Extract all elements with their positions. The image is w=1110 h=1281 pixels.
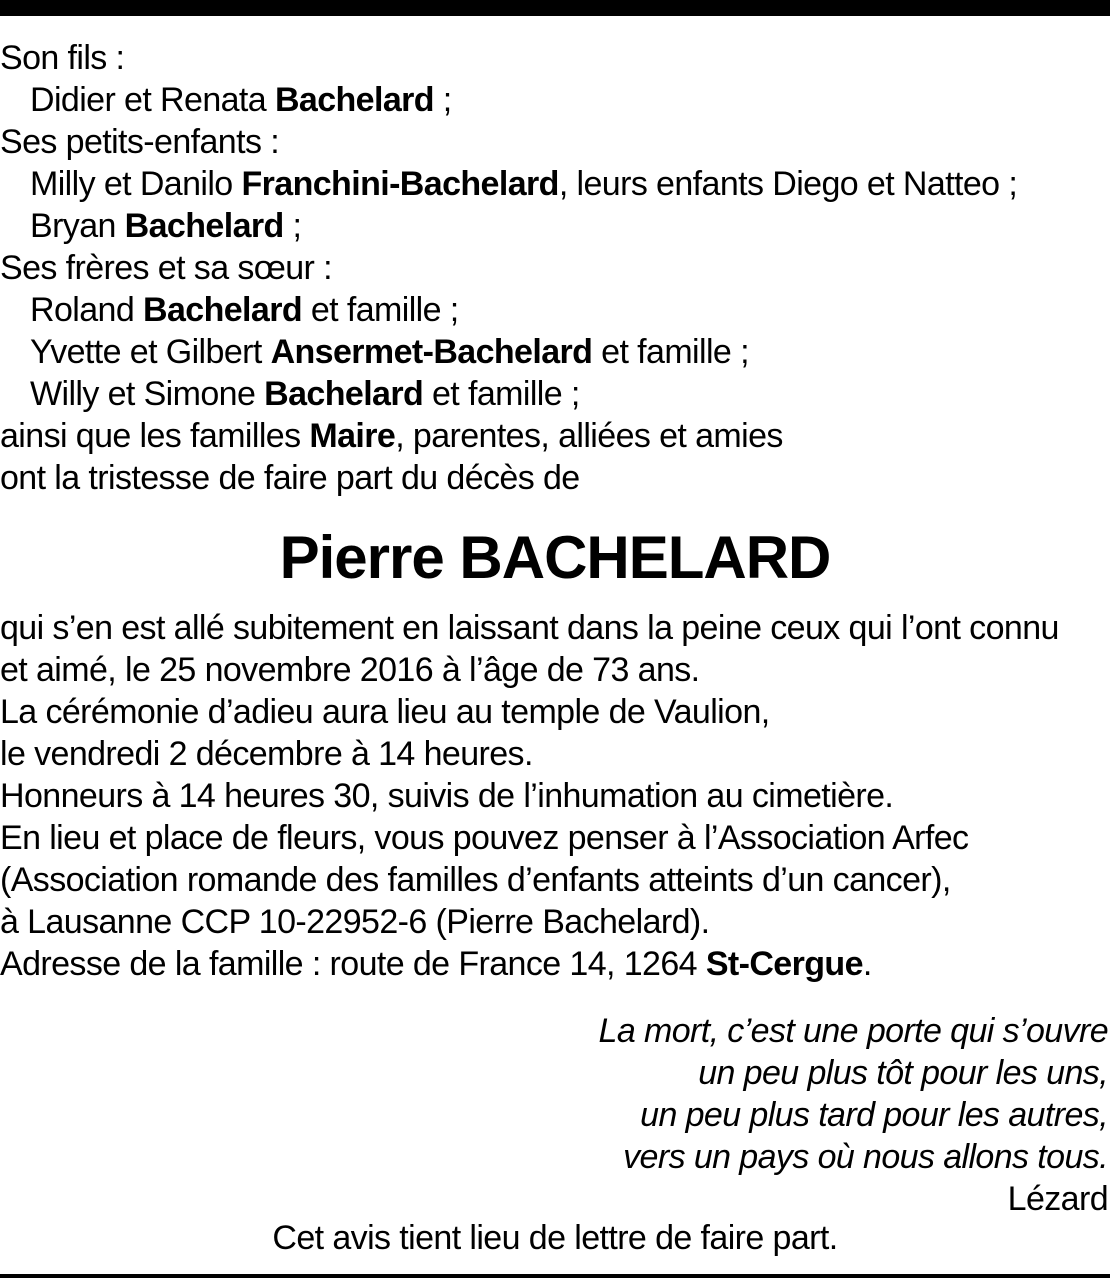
details-line: En lieu et place de fleurs, vous pouvez penser à l’Association Arfec bbox=[0, 819, 969, 857]
grandchild-entry: Bryan Bachelard ; bbox=[30, 207, 302, 245]
address-town: St-Cergue bbox=[705, 945, 863, 983]
surname: Bachelard bbox=[124, 207, 284, 245]
poem-line: un peu plus tard pour les autres, bbox=[640, 1096, 1108, 1134]
sibling-entry: Yvette et Gilbert Ansermet-Bachelard et famille ; bbox=[30, 333, 749, 371]
grandchild-entry: Milly et Danilo Franchini-Bachelard, leurs enfants Diego et Natteo ; bbox=[30, 165, 1018, 203]
surname: Bachelard bbox=[274, 81, 434, 119]
deceased-name: Pierre BACHELARD bbox=[279, 524, 831, 591]
poem-line: un peu plus tôt pour les uns, bbox=[698, 1054, 1108, 1092]
details-line: qui s’en est allé subitement en laissant dans la peine ceux qui l’ont connu bbox=[0, 609, 1059, 647]
obituary-notice bbox=[0, 37, 1110, 985]
grandchildren-label: Ses petits-enfants : bbox=[0, 123, 280, 161]
poem-signature: Lézard bbox=[1007, 1180, 1108, 1218]
details-line: le vendredi 2 décembre à 14 heures. bbox=[0, 735, 533, 773]
surname: Bachelard bbox=[143, 291, 303, 329]
poem-line: La mort, c’est une porte qui s’ouvre bbox=[598, 1012, 1108, 1050]
poem-line: vers un pays où nous allons tous. bbox=[623, 1138, 1108, 1176]
details-line: (Association romande des familles d’enfants atteints d’un cancer), bbox=[0, 861, 951, 899]
family-address: Adresse de la famille : route de France 14, 1264 St-Cergue. bbox=[0, 945, 872, 983]
poem-quote bbox=[599, 1010, 1108, 1220]
sibling-entry: Roland Bachelard et famille ; bbox=[30, 291, 459, 329]
details-line: La cérémonie d’adieu aura lieu au temple de Vaulion, bbox=[0, 693, 770, 731]
surname: Franchini-Bachelard bbox=[241, 165, 559, 203]
announcement-text: ont la tristesse de faire part du décès de bbox=[0, 459, 580, 497]
bottom-rule bbox=[0, 1274, 1110, 1278]
son-label: Son fils : bbox=[0, 39, 125, 77]
surname: Maire bbox=[309, 417, 396, 455]
siblings-label: Ses frères et sa sœur : bbox=[0, 249, 332, 287]
details-line: à Lausanne CCP 10-22952-6 (Pierre Bachelard). bbox=[0, 903, 710, 941]
sibling-entry: Willy et Simone Bachelard et famille ; bbox=[30, 375, 580, 413]
surname: Bachelard bbox=[264, 375, 424, 413]
surname: Ansermet-Bachelard bbox=[270, 333, 593, 371]
details-line: et aimé, le 25 novembre 2016 à l’âge de 73 ans. bbox=[0, 651, 700, 689]
details-line: Honneurs à 14 heures 30, suivis de l’inhumation au cimetière. bbox=[0, 777, 894, 815]
top-rule bbox=[0, 0, 1110, 16]
closing-note: Cet avis tient lieu de lettre de faire part. bbox=[272, 1219, 838, 1257]
son-entry: Didier et Renata Bachelard ; bbox=[30, 81, 452, 119]
also-families: ainsi que les familles Maire, parentes, alliées et amies bbox=[0, 417, 783, 455]
